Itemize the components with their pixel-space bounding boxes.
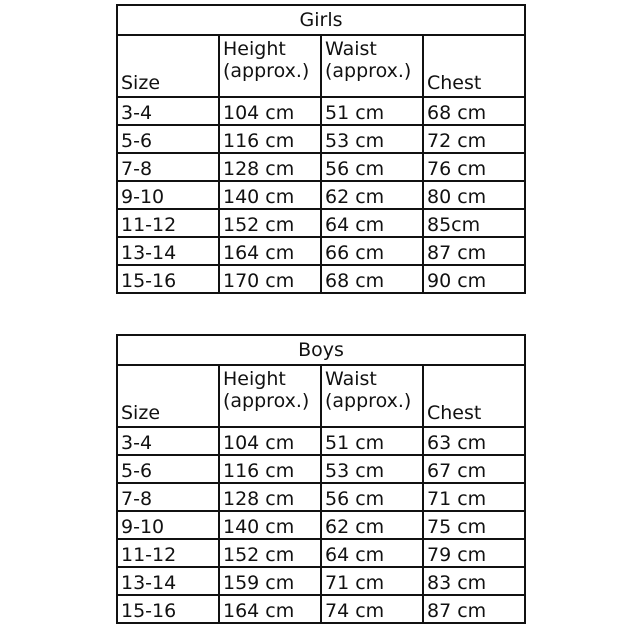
boys-size-table: [116, 334, 526, 624]
table-row: [117, 265, 525, 293]
height-cell: 116 cm: [219, 455, 321, 483]
size-cell: 15-16: [117, 265, 219, 293]
waist-cell: 64 cm: [321, 209, 423, 237]
chest-cell: 87 cm: [423, 237, 525, 265]
waist-cell: 51 cm: [321, 427, 423, 455]
waist-cell: 74 cm: [321, 595, 423, 623]
height-cell: 152 cm: [219, 539, 321, 567]
table-row: [117, 595, 525, 623]
size-cell: 5-6: [117, 125, 219, 153]
chest-cell: 90 cm: [423, 265, 525, 293]
chest-cell: 67 cm: [423, 455, 525, 483]
height-header-line2: (approx.): [223, 60, 310, 82]
waist-header-line1: Waist: [325, 368, 377, 390]
table-row: [117, 209, 525, 237]
waist-header-line1: Waist: [325, 38, 377, 60]
height-header: [219, 35, 321, 97]
chest-cell: 83 cm: [423, 567, 525, 595]
chest-cell: 63 cm: [423, 427, 525, 455]
height-header: [219, 365, 321, 427]
table-row: [117, 97, 525, 125]
height-cell: 152 cm: [219, 209, 321, 237]
size-header: Size: [117, 365, 219, 427]
waist-cell: 66 cm: [321, 237, 423, 265]
waist-cell: 62 cm: [321, 511, 423, 539]
girls-table-body: [117, 35, 525, 293]
chest-header: Chest: [423, 365, 525, 427]
size-cell: 5-6: [117, 455, 219, 483]
height-cell: 104 cm: [219, 97, 321, 125]
height-cell: 128 cm: [219, 153, 321, 181]
waist-cell: 56 cm: [321, 483, 423, 511]
chest-cell: 75 cm: [423, 511, 525, 539]
size-header: Size: [117, 35, 219, 97]
size-cell: 11-12: [117, 539, 219, 567]
waist-header-line2: (approx.): [325, 390, 412, 412]
height-header-line1: Height: [223, 368, 286, 390]
girls-table-title: Girls: [117, 5, 525, 35]
size-cell: 13-14: [117, 237, 219, 265]
size-cell: 11-12: [117, 209, 219, 237]
table-row: [117, 483, 525, 511]
height-cell: 140 cm: [219, 511, 321, 539]
height-cell: 164 cm: [219, 595, 321, 623]
header-row: [117, 365, 525, 427]
size-cell: 7-8: [117, 153, 219, 181]
height-cell: 128 cm: [219, 483, 321, 511]
height-cell: 159 cm: [219, 567, 321, 595]
waist-cell: 51 cm: [321, 97, 423, 125]
size-cell: 15-16: [117, 595, 219, 623]
boys-table-title: Boys: [117, 335, 525, 365]
chest-cell: 72 cm: [423, 125, 525, 153]
table-row: [117, 181, 525, 209]
chest-cell: 87 cm: [423, 595, 525, 623]
height-header-line2: (approx.): [223, 390, 310, 412]
chest-cell: 71 cm: [423, 483, 525, 511]
chest-cell: 76 cm: [423, 153, 525, 181]
chest-header: Chest: [423, 35, 525, 97]
table-row: [117, 427, 525, 455]
waist-header-line2: (approx.): [325, 60, 412, 82]
size-cell: 9-10: [117, 181, 219, 209]
size-cell: 13-14: [117, 567, 219, 595]
waist-header: [321, 35, 423, 97]
waist-cell: 53 cm: [321, 455, 423, 483]
waist-cell: 62 cm: [321, 181, 423, 209]
size-cell: 9-10: [117, 511, 219, 539]
chest-cell: 68 cm: [423, 97, 525, 125]
boys-table-body: [117, 365, 525, 623]
table-row: [117, 125, 525, 153]
waist-cell: 53 cm: [321, 125, 423, 153]
size-cell: 3-4: [117, 97, 219, 125]
waist-cell: 68 cm: [321, 265, 423, 293]
table-row: [117, 237, 525, 265]
height-cell: 104 cm: [219, 427, 321, 455]
table-row: [117, 511, 525, 539]
size-cell: 7-8: [117, 483, 219, 511]
table-row: [117, 153, 525, 181]
header-row: [117, 35, 525, 97]
waist-cell: 56 cm: [321, 153, 423, 181]
height-cell: 170 cm: [219, 265, 321, 293]
chest-cell: 85cm: [423, 209, 525, 237]
waist-cell: 64 cm: [321, 539, 423, 567]
chest-cell: 80 cm: [423, 181, 525, 209]
height-cell: 164 cm: [219, 237, 321, 265]
waist-cell: 71 cm: [321, 567, 423, 595]
table-row: [117, 455, 525, 483]
height-cell: 116 cm: [219, 125, 321, 153]
chest-cell: 79 cm: [423, 539, 525, 567]
height-cell: 140 cm: [219, 181, 321, 209]
waist-header: [321, 365, 423, 427]
height-header-line1: Height: [223, 38, 286, 60]
table-row: [117, 567, 525, 595]
table-row: [117, 539, 525, 567]
size-cell: 3-4: [117, 427, 219, 455]
girls-size-table: [116, 4, 526, 294]
